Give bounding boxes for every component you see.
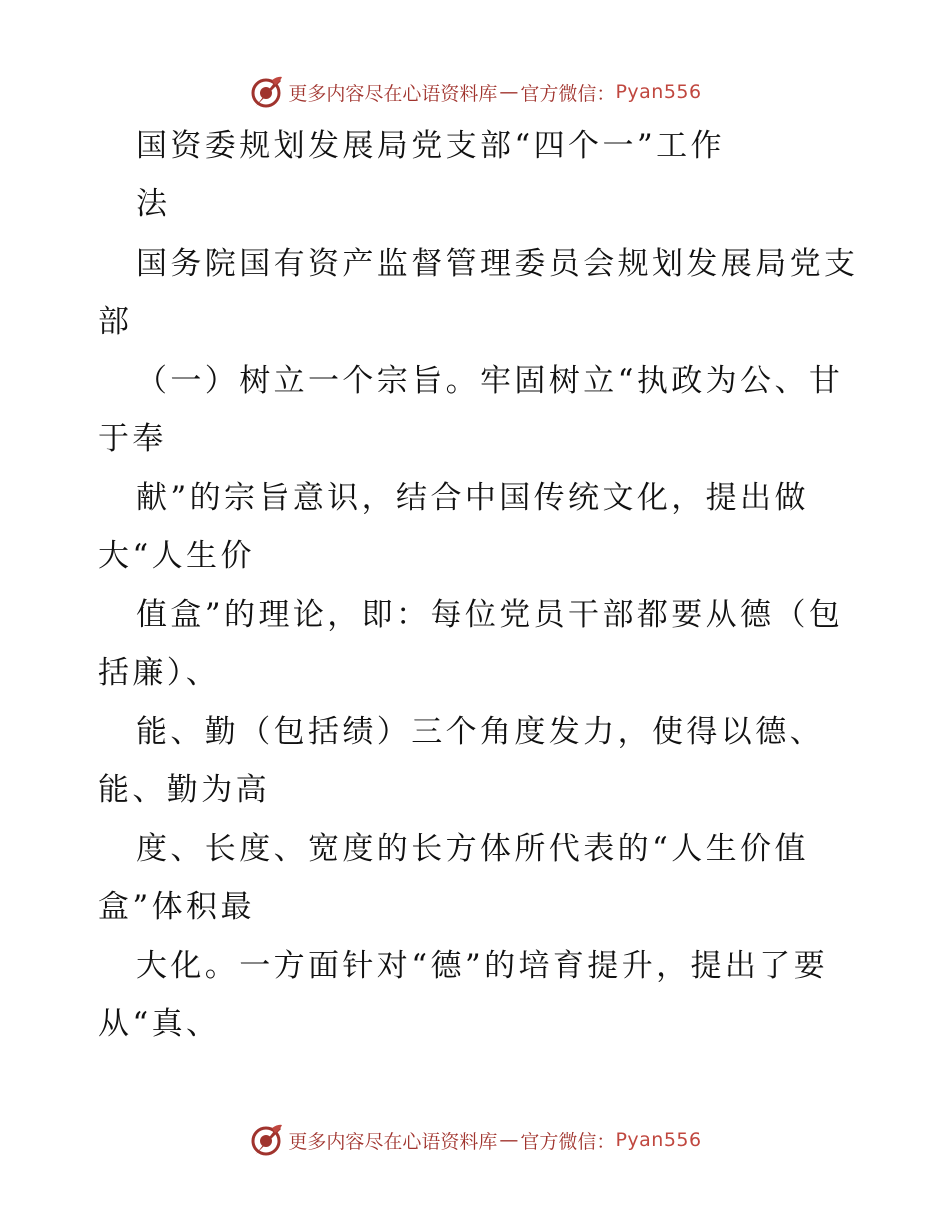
quill-logo-icon xyxy=(248,1122,284,1158)
document-text-line: 大化。一方面针对“德”的培育提升，提出了要 xyxy=(136,948,829,984)
document-text-line: 大“人生价 xyxy=(98,538,255,574)
document-text-line: 值盒”的理论，即：每位党员干部都要从德（包 xyxy=(136,597,844,633)
footer-watermark xyxy=(0,1120,950,1160)
header-watermark xyxy=(0,72,950,112)
watermark-main-text: 更多内容尽在心语资料库 xyxy=(288,82,498,105)
watermark-wechat-id: Pyan556 xyxy=(615,1129,702,1151)
watermark-wechat-label: 官方微信： xyxy=(520,1130,616,1153)
watermark-separator: — xyxy=(499,81,519,103)
document-author-line: 国务院国有资产监督管理委员会规划发展局党支 xyxy=(136,246,859,282)
document-text-line: 盒”体积最 xyxy=(98,889,255,925)
document-text-line: 括廉）、 xyxy=(98,655,221,691)
quill-logo-icon xyxy=(248,74,284,110)
document-title-line: 国资委规划发展局党支部“四个一”工作 xyxy=(136,128,725,164)
document-text-line: 于奉 xyxy=(98,421,167,457)
document-title-line: 法 xyxy=(136,186,171,222)
watermark-wechat-id: Pyan556 xyxy=(615,81,702,103)
document-text-line: 献”的宗旨意识，结合中国传统文化，提出做 xyxy=(136,480,809,516)
document-text-line: 能、勤为高 xyxy=(98,772,270,808)
watermark-wechat-label: 官方微信： xyxy=(520,82,616,105)
watermark-main-text: 更多内容尽在心语资料库 xyxy=(288,1130,498,1153)
document-author-line: 部 xyxy=(98,304,133,340)
document-text-line: 度、长度、宽度的长方体所代表的“人生价值 xyxy=(136,831,809,867)
document-text-line: 从“真、 xyxy=(98,1006,221,1042)
watermark-separator: — xyxy=(499,1129,519,1151)
document-text-line: （一）树立一个宗旨。牢固树立“执政为公、甘 xyxy=(136,363,844,399)
document-text-line: 能、勤（包括绩）三个角度发力，使得以德、 xyxy=(136,714,824,750)
